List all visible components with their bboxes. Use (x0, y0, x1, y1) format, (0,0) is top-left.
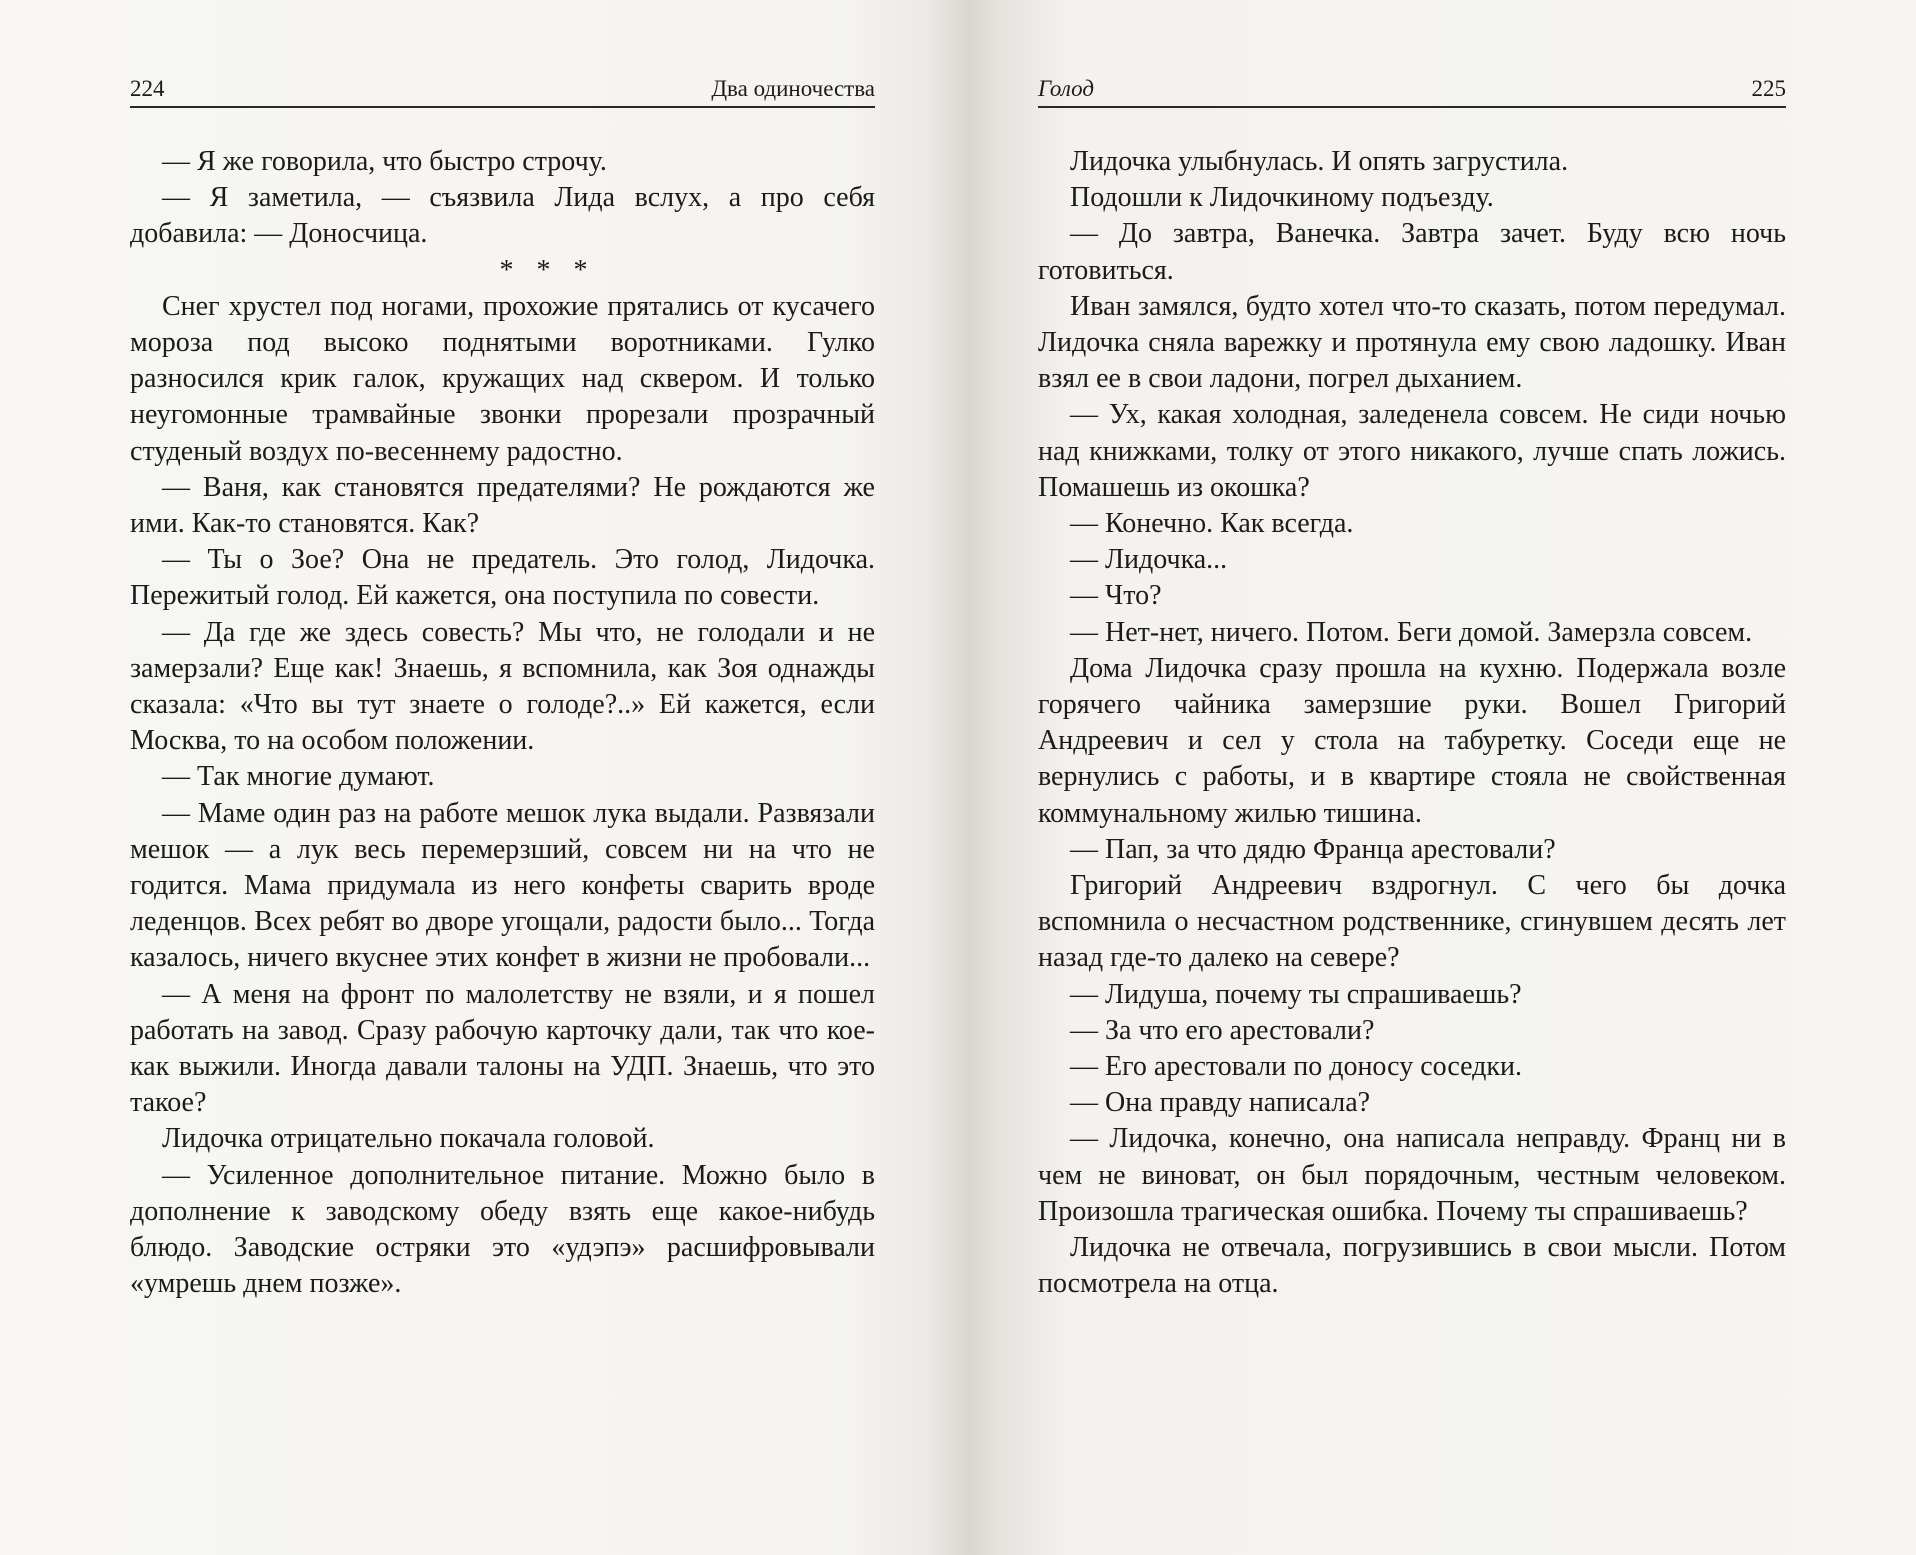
left-page-header (130, 72, 875, 108)
page-number: 224 (130, 76, 165, 101)
paragraph: — Я заметила, — съязвила Лида вслух, а про себя добавила: — Доносчица. (130, 182, 875, 250)
paragraph: Григорий Андреевич вздрогнул. С чего бы дочка вспомнила о несчастном родственнике, сгинувшем десять лет назад где-то далеко на севере? (1038, 870, 1786, 974)
left-page (130, 0, 875, 1555)
paragraph: — Да где же здесь совесть? Мы что, не голодали и не замерзали? Еще как! Знаешь, я вспомнила, как Зоя однажды сказала: «Что вы тут знаете о голоде?..» Ей кажется, если Москва, то на особом положении. (130, 616, 875, 757)
paragraph: — Ух, какая холодная, заледенела совсем. Не сиди ночью над книжками, толку от этого никакого, лучше спать ложись. Помашешь из окошка? (1038, 399, 1786, 503)
running-title: Два одиночества (711, 76, 875, 101)
paragraph: — А меня на фронт по малолетству не взяли, и я пошел работать на завод. Сразу рабочую карточку дали, так что кое-как выжили. Иногда давали талоны на УДП. Знаешь, что это такое? (130, 978, 875, 1119)
paragraph: — Я же говорила, что быстро строчу. (162, 146, 607, 177)
paragraph: — Ваня, как становятся предателями? Не рождаются же ими. Как-то становятся. Как? (130, 471, 875, 540)
left-page-text (130, 144, 875, 1303)
paragraph: — Конечно. Как всегда. (1070, 508, 1354, 540)
right-page-header (1038, 72, 1786, 108)
paragraph: — Лидочка... (1070, 544, 1228, 576)
paragraph: — Усиленное дополнительное питание. Можно было в дополнение к заводскому обеду взять еще какое-нибудь блюдо. Заводские остряки это «удэпэ» расшифровывали «умрешь днем позже». (130, 1159, 875, 1300)
section-separator: * * * (499, 254, 596, 286)
paragraph: — Что? (1070, 580, 1162, 612)
paragraph: — Пап, за что дядю Франца арестовали? (1070, 833, 1556, 865)
paragraph: — Нет-нет, ничего. Потом. Беги домой. Замерзла совсем. (1070, 616, 1753, 648)
paragraph: Дома Лидочка сразу прошла на кухню. Подержала возле горячего чайника замерзшие руки. Вошел Григорий Андреевич и сел у стола на табуретку. Соседи еще не вернулись с работы, и в квартире стояла не свойственная коммунальному жилью тишина. (1038, 652, 1786, 829)
paragraph: Лидочка улыбнулась. И опять загрустила. (1070, 146, 1569, 177)
paragraph: — Она правду написала? (1070, 1087, 1371, 1119)
page-number: 225 (1751, 76, 1786, 101)
paragraph: — Так многие думают. (162, 761, 435, 793)
right-page (1038, 0, 1786, 1555)
paragraph: — За что его арестовали? (1070, 1014, 1375, 1046)
paragraph: — Его арестовали по доносу соседки. (1070, 1051, 1522, 1083)
paragraph: — Маме один раз на работе мешок лука выдали. Развязали мешок — а лук весь перемерзший, совсем ни на что не годится. Мама придумала из него конфеты сварить вроде леденцов. Всех ребят во дворе угощали, радости было... Тогда казалось, ничего вкуснее этих конфет в жизни не пробовали... (130, 797, 875, 974)
paragraph: — Лидуша, почему ты спрашиваешь? (1070, 978, 1522, 1010)
paragraph: — Ты о Зое? Она не предатель. Это голод, Лидочка. Пережитый голод. Ей кажется, она поступила по совести. (130, 544, 875, 612)
paragraph: Иван замялся, будто хотел что-то сказать, потом передумал. Лидочка сняла варежку и протянула ему свою ладошку. Иван взял ее в свои ладони, погрел дыханием. (1038, 290, 1786, 395)
running-title: Голод (1038, 76, 1094, 101)
paragraph: — Лидочка, конечно, она написала неправду. Франц ни в чем не виноват, он был порядочным, честным человеком. Произошла трагическая ошибка. Почему ты спрашиваешь? (1038, 1123, 1786, 1227)
paragraph: — До завтра, Ванечка. Завтра зачет. Буду всю ночь готовиться. (1038, 218, 1786, 286)
paragraph: Лидочка отрицательно покачала головой. (162, 1123, 655, 1155)
paragraph: Снег хрустел под ногами, прохожие прятались от кусачего мороза под высоко поднятыми воротниками. Гулко разносился крик галок, кружащих над сквером. И только неугомонные трамвайные звонки прорезали прозрачный студеный воздух по-весеннему радостно. (130, 290, 875, 467)
paragraph: Подошли к Лидочкиному подъезду. (1070, 182, 1494, 214)
right-page-text (1038, 144, 1786, 1303)
paragraph: Лидочка не отвечала, погрузившись в свои мысли. Потом посмотрела на отца. (1038, 1232, 1786, 1300)
